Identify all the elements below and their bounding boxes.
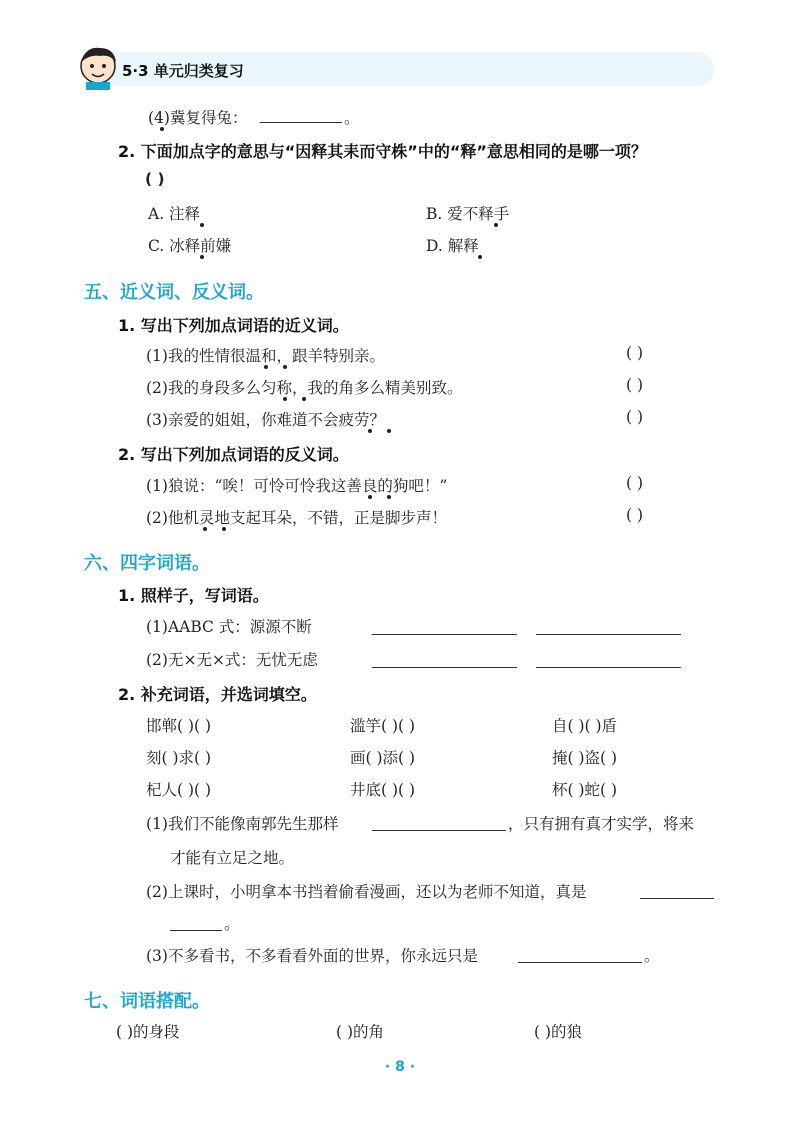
sec5-q1-item-1: (1)我的性情很温和，跟羊特别亲。 [146,347,385,365]
sec5-q1-item-3: (3)亲爱的姐姐，你难道不会疲劳？ [146,411,385,429]
sec5-q2-item-1: (1)狼说：“唉！可怜可怜我这善良的狗吧！” [146,477,448,495]
page-number: · 8 · [384,1059,416,1075]
emphasis-dot [302,397,306,401]
answer-paren[interactable]: ( ) [626,506,644,524]
sec6-q1-item-2: (2)无×无×式：无忧无虑 [146,651,318,669]
collocation-item[interactable]: ( )的狼 [534,1023,583,1041]
answer-blank[interactable] [518,962,642,963]
student-mascot-icon [76,44,120,90]
answer-paren[interactable]: ( ) [626,376,644,394]
fill-2-text: (2)上课时，小明拿本书挡着偷看漫画，还以为老师不知道，真是 [146,883,587,901]
answer-blank[interactable] [536,667,681,668]
fill-1-text: (1)我们不能像南郭先生那样 [146,815,339,833]
section-5-title: 五、近义词、反义词。 [84,282,264,303]
section-6-title: 六、四字词语。 [84,553,210,574]
item-4-text: (4)冀复得兔： [148,109,248,127]
section-7-title: 七、词语搭配。 [84,991,210,1012]
collocation-item[interactable]: ( )的身段 [116,1023,180,1041]
emphasis-dot [160,127,164,131]
emphasis-dot [368,429,372,433]
emphasis-dot [222,527,226,531]
sec5-question-1: 1. 写出下列加点词语的近义词。 [118,316,349,335]
emphasis-dot [368,495,372,499]
sec6-question-1: 1. 照样子，写词语。 [118,586,269,605]
fill-1-text-cont: ，只有拥有真才实学，将来 [508,815,695,833]
answer-paren[interactable]: ( ) [626,408,644,426]
answer-blank[interactable] [372,667,517,668]
idiom-cell[interactable]: 画( )添( ) [350,749,416,767]
answer-paren[interactable]: ( ) [626,344,644,362]
emphasis-dot [494,223,498,227]
sec5-question-2: 2. 写出下列加点词语的反义词。 [118,445,349,464]
option-d: D. 解释 [426,237,479,255]
sec6-q1-item-1: (1)AABC 式：源源不断 [146,618,312,636]
idiom-cell[interactable]: 井底( )( ) [350,781,416,799]
option-c: C. 冰释前嫌 [148,237,232,255]
fill-1-text-end: 才能有立足之地。 [170,849,295,867]
emphasis-dot [387,429,391,433]
answer-blank[interactable] [640,898,714,899]
option-a: A. 注释 [148,205,201,223]
sec5-q1-item-2: (2)我的身段多么匀称，我的角多么精美别致。 [146,379,463,397]
fill-3-text: (3)不多看书，不多看看外面的世界，你永远只是 [146,947,478,965]
sec6-question-2: 2. 补充词语，并选词填空。 [118,685,317,704]
answer-blank[interactable] [170,930,222,931]
answer-blank[interactable] [372,830,506,831]
choice-answer-paren[interactable]: ( ) [145,170,165,188]
answer-blank[interactable] [260,122,342,123]
option-b: B. 爱不释手 [426,205,510,223]
emphasis-dot [283,365,287,369]
period: 。 [344,109,360,127]
emphasis-dot [203,527,207,531]
idiom-cell[interactable]: 刻( )求( ) [146,749,212,767]
emphasis-dot [200,223,204,227]
answer-paren[interactable]: ( ) [626,474,644,492]
idiom-cell[interactable]: 滥竽( )( ) [350,717,416,735]
emphasis-dot [387,495,391,499]
period: 。 [224,915,240,933]
answer-blank[interactable] [372,634,517,635]
header-title: 5·3 单元归类复习 [122,62,244,80]
answer-blank[interactable] [536,634,681,635]
idiom-cell[interactable]: 自( )( )盾 [552,717,618,735]
idiom-cell[interactable]: 杯( )蛇( ) [552,781,618,799]
idiom-cell[interactable]: 掩( )盗( ) [552,749,618,767]
sec5-q2-item-2: (2)他机灵地支起耳朵，不错，正是脚步声！ [146,509,447,527]
emphasis-dot [264,365,268,369]
emphasis-dot [283,397,287,401]
idiom-cell[interactable]: 邯郸( )( ) [146,717,212,735]
emphasis-dot [200,255,204,259]
idiom-cell[interactable]: 杞人( )( ) [146,781,212,799]
emphasis-dot [478,255,482,259]
period: 。 [644,947,660,965]
collocation-item[interactable]: ( )的角 [336,1023,385,1041]
question-2-title: 2. 下面加点字的意思与“因释其耒而守株”中的“释”意思相同的是哪一项？ [118,142,647,161]
